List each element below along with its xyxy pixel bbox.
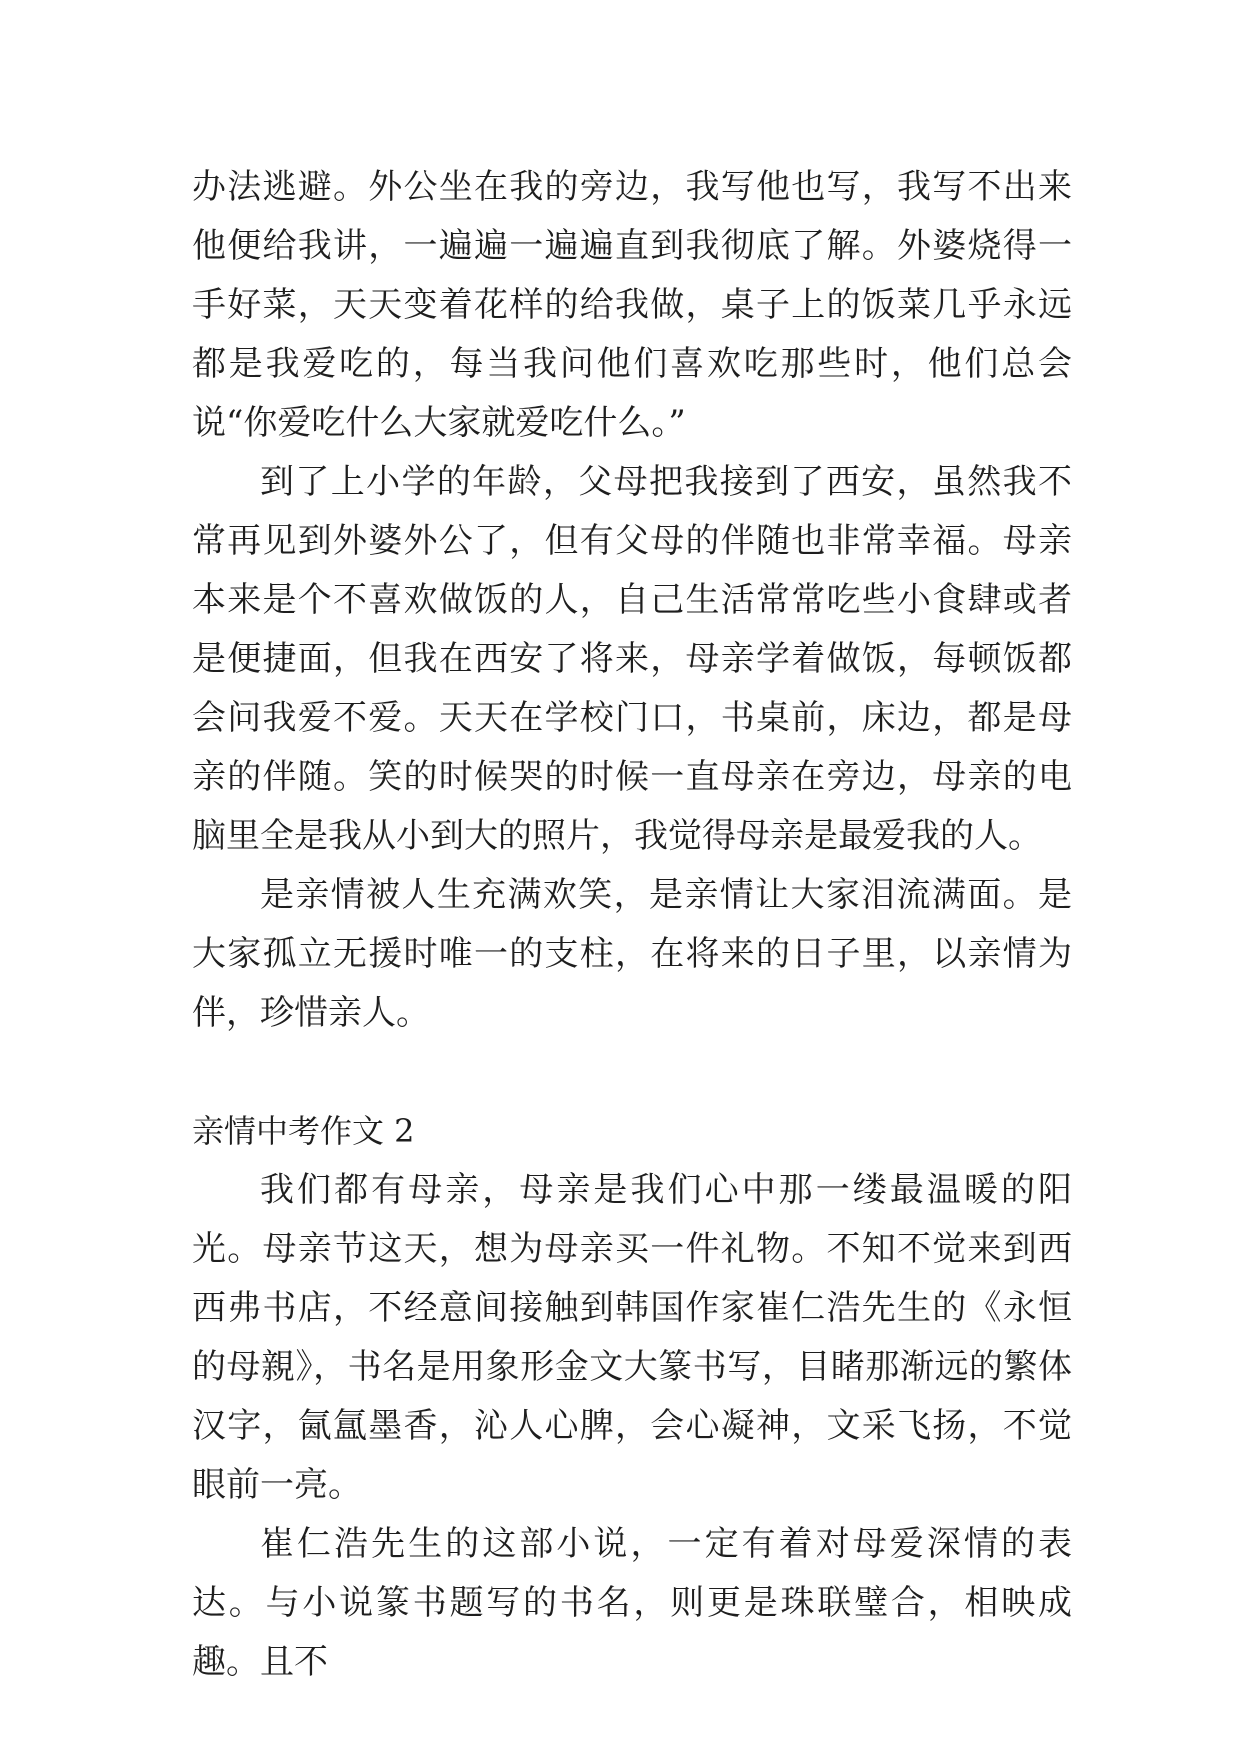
paragraph: 是亲情被人生充满欢笑，是亲情让大家泪流满面。是大家孤立无援时唯一的支柱，在将来的日子里，以亲情为伴，珍惜亲人。 xyxy=(192,875,1072,1033)
paragraph: 我们都有母亲，母亲是我们心中那一缕最温暖的阳光。母亲节这天，想为母亲买一件礼物。不知不觉来到西西弗书店，不经意间接触到韩国作家崔仁浩先生的《永恒的母親》，书名是用象形金文大篆书写，目睹那渐远的繁体汉字，氤氲墨香，沁人心脾，会心凝神，文采飞扬，不觉眼前一亮。 xyxy=(192,1170,1072,1505)
document-body xyxy=(192,158,1072,1692)
paragraph: 崔仁浩先生的这部小说，一定有着对母爱深情的表达。与小说篆书题写的书名，则更是珠联璧合，相映成趣。且不 xyxy=(192,1524,1072,1682)
paragraph: 到了上小学的年龄，父母把我接到了西安，虽然我不常再见到外婆外公了，但有父母的伴随也非常幸福。母亲本来是个不喜欢做饭的人，自己生活常常吃些小食肆或者是便捷面，但我在西安了将来，母亲学着做饭，每顿饭都会问我爱不爱。天天在学校门口，书桌前，床边，都是母亲的伴随。笑的时候哭的时候一直母亲在旁边，母亲的电脑里全是我从小到大的照片，我觉得母亲是最爱我的人。 xyxy=(192,462,1072,856)
paragraph-continued: 办法逃避。外公坐在我的旁边，我写他也写，我写不出来他便给我讲，一遍遍一遍遍直到我彻底了解。外婆烧得一手好菜，天天变着花样的给我做，桌子上的饭菜几乎永远都是我爱吃的，每当我问他们喜欢吃那些时，他们总会说“你爱吃什么大家就爱吃什么。” xyxy=(192,167,1072,443)
section-spacer xyxy=(192,1043,1072,1102)
section-title: 亲情中考作文 2 xyxy=(192,1112,415,1150)
